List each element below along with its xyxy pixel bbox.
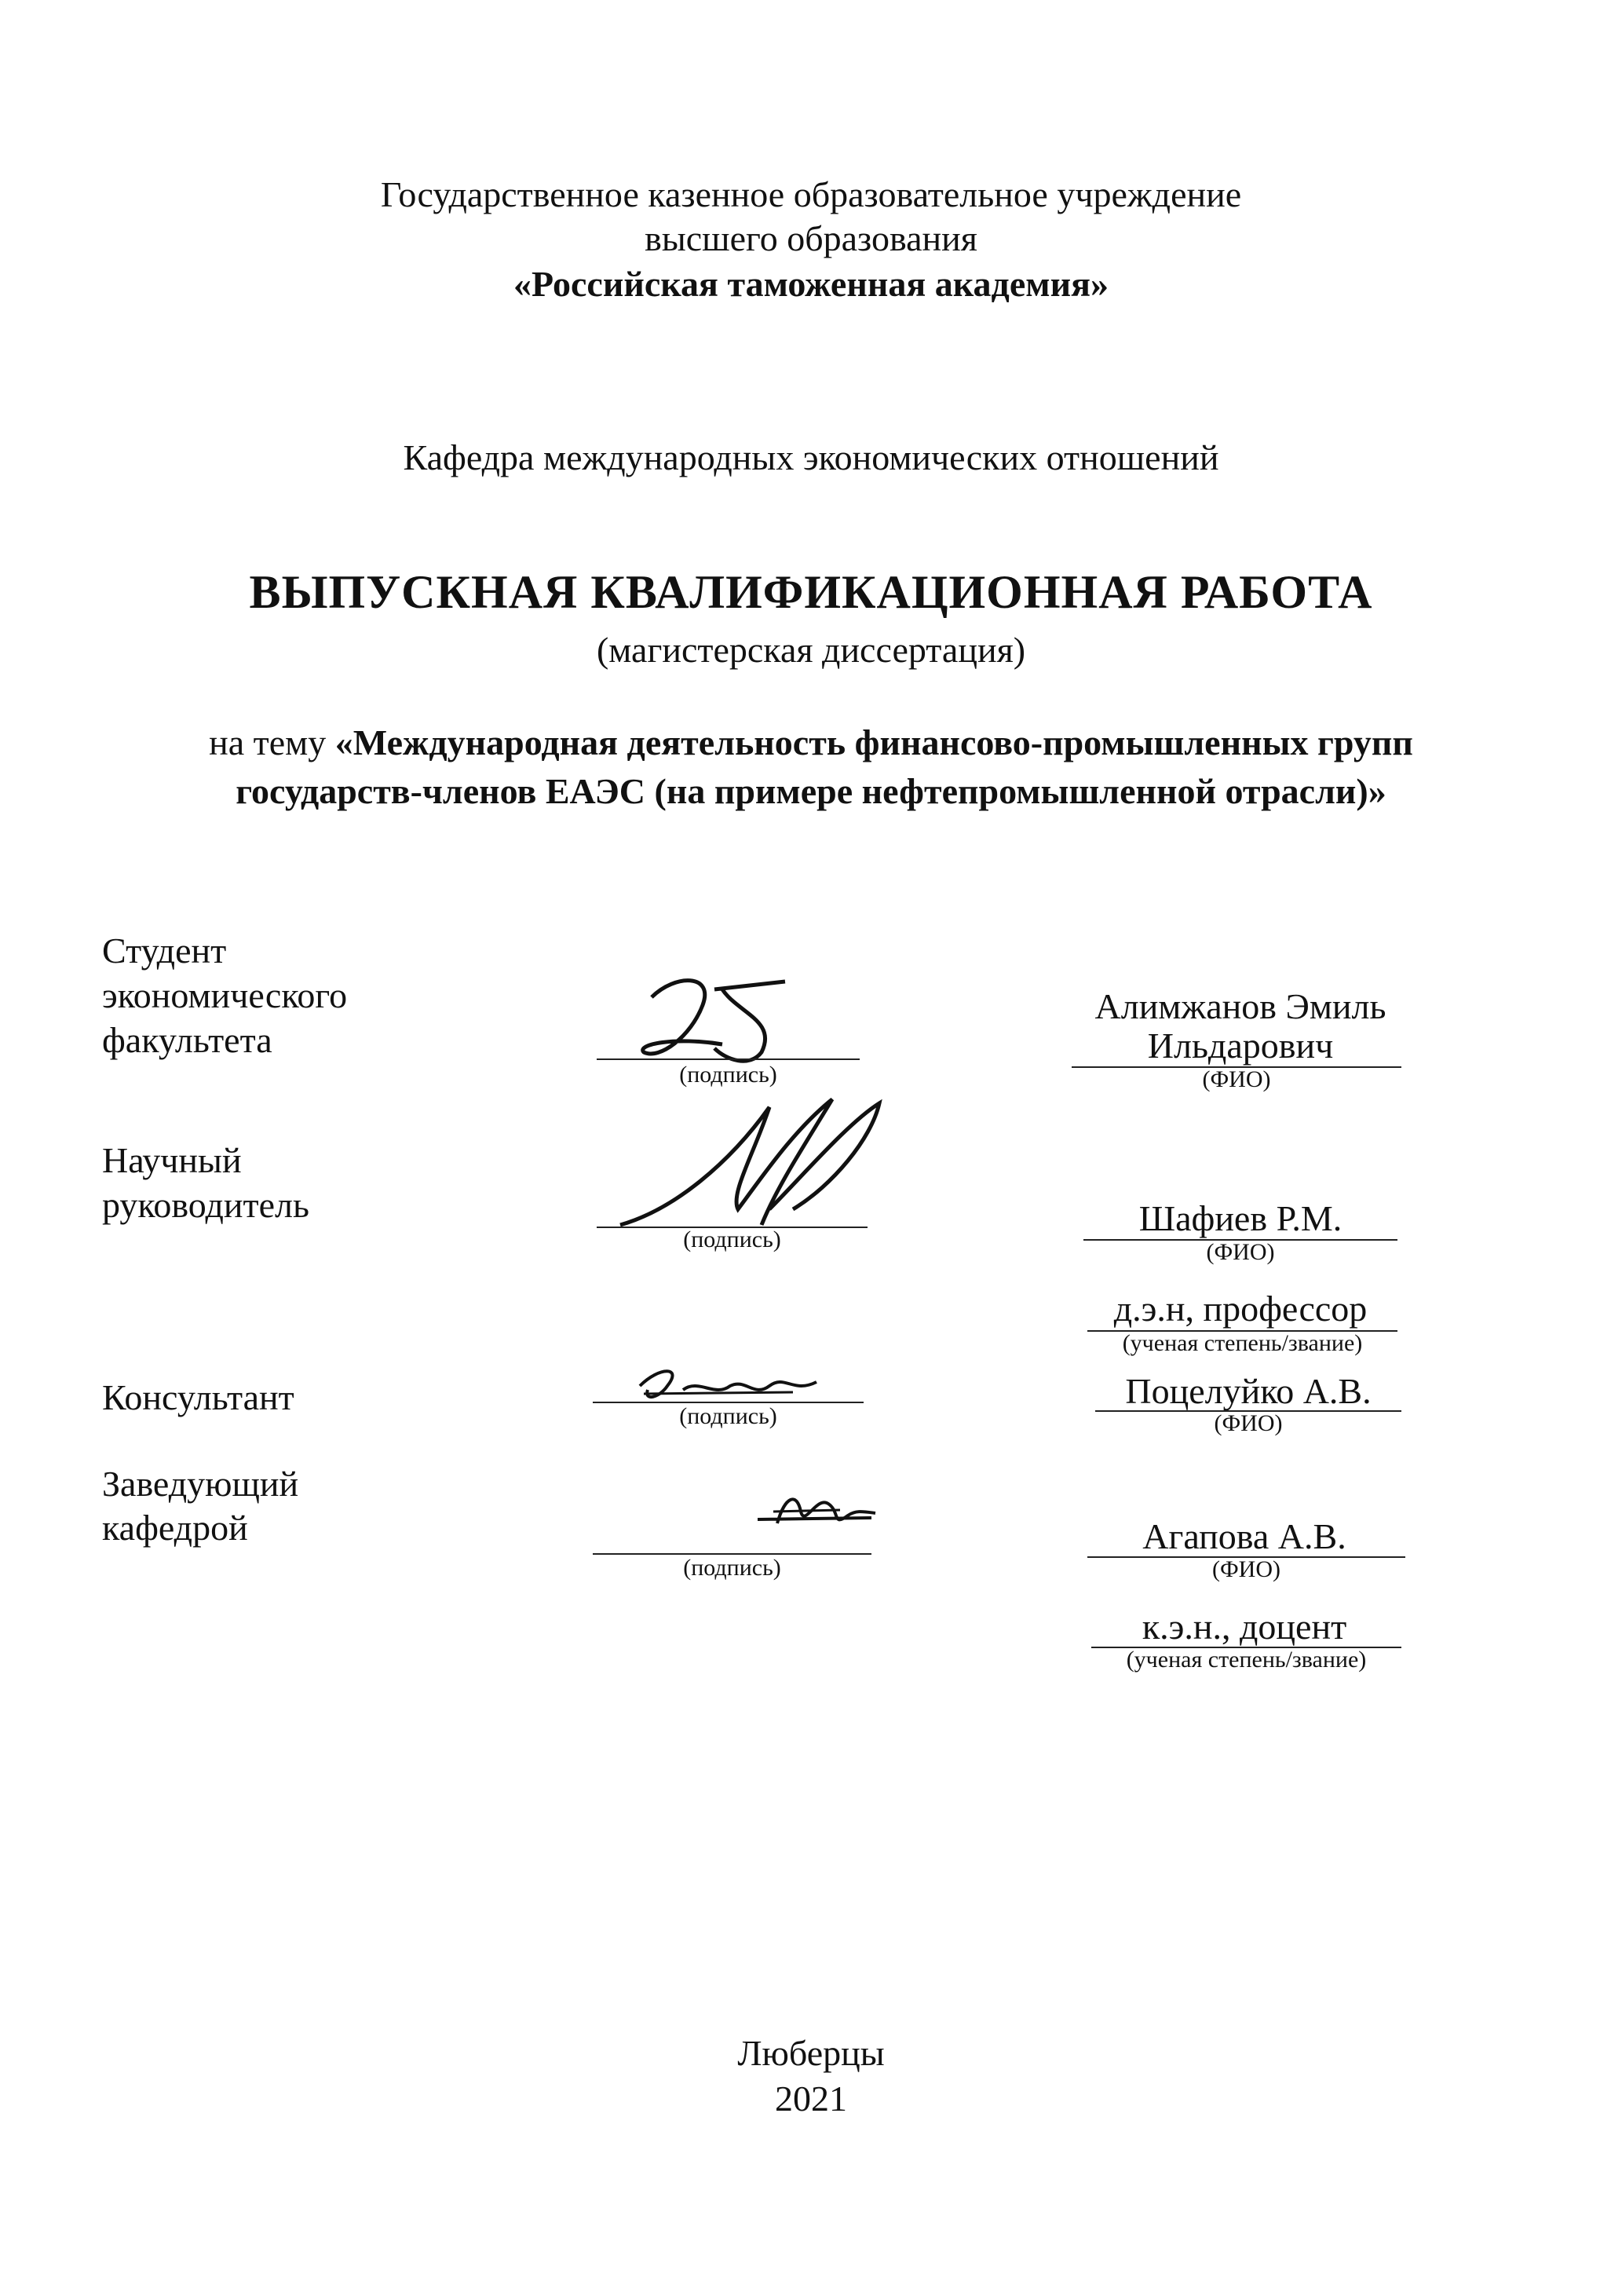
student-fio-caption: (ФИО): [1202, 1066, 1271, 1092]
institution-name: «Российская таможенная академия»: [513, 264, 1109, 304]
year: 2021: [775, 2078, 847, 2119]
student-signature-caption: (подпись): [679, 1062, 777, 1088]
head-degree: к.э.н., доцент: [1142, 1607, 1347, 1647]
topic-title-part-2: государств-членов ЕАЭС (на примере нефтепромышленной отрасли)»: [236, 771, 1386, 811]
document-subtitle: (магистерская диссертация): [596, 630, 1026, 670]
supervisor-degree: д.э.н, профессор: [1113, 1289, 1368, 1329]
department-name: Кафедра международных экономических отношений: [403, 437, 1219, 477]
student-label-2: экономического: [102, 975, 348, 1015]
topic-line-1: [0, 721, 1622, 765]
document-title: ВЫПУСКНАЯ КВАЛИФИКАЦИОННАЯ РАБОТА: [249, 566, 1373, 618]
supervisor-label-1: Научный: [102, 1140, 242, 1180]
student-label-1: Студент: [102, 930, 227, 971]
consultant-name: Поцелуйко А.В.: [1125, 1371, 1372, 1411]
student-name-2: Ильдарович: [1147, 1026, 1334, 1066]
topic-prefix: на тему: [209, 722, 335, 762]
consultant-fio-caption: (ФИО): [1214, 1410, 1283, 1436]
head-signature-caption: (подпись): [683, 1555, 781, 1581]
head-name: Агапова А.В.: [1142, 1516, 1346, 1556]
institution-line-2: высшего образования: [645, 218, 977, 258]
supervisor-degree-caption: (ученая степень/звание): [1122, 1330, 1363, 1356]
supervisor-signature: [612, 1091, 895, 1241]
student-label-3: факультета: [102, 1020, 272, 1060]
student-name-1: Алимжанов Эмиль: [1094, 986, 1386, 1026]
topic-title-part-1: «Международная деятельность финансово-промышленных групп: [334, 722, 1413, 762]
consultant-label: Консультант: [102, 1377, 294, 1417]
head-fio-caption: (ФИО): [1211, 1556, 1280, 1582]
head-degree-caption: (ученая степень/звание): [1126, 1647, 1367, 1673]
head-label-2: кафедрой: [102, 1508, 248, 1548]
supervisor-label-2: руководитель: [102, 1185, 309, 1225]
institution-line-1: Государственное казенное образовательное учреждение: [380, 174, 1242, 214]
head-signature: [754, 1488, 879, 1535]
head-label-1: Заведующий: [102, 1464, 299, 1504]
student-signature-line: [597, 1058, 860, 1060]
supervisor-fio-caption: (ФИО): [1206, 1239, 1275, 1265]
consultant-signature-caption: (подпись): [679, 1403, 777, 1429]
supervisor-signature-caption: (подпись): [683, 1227, 781, 1252]
city: Люберцы: [737, 2033, 885, 2073]
supervisor-name: Шафиев Р.М.: [1138, 1198, 1343, 1238]
